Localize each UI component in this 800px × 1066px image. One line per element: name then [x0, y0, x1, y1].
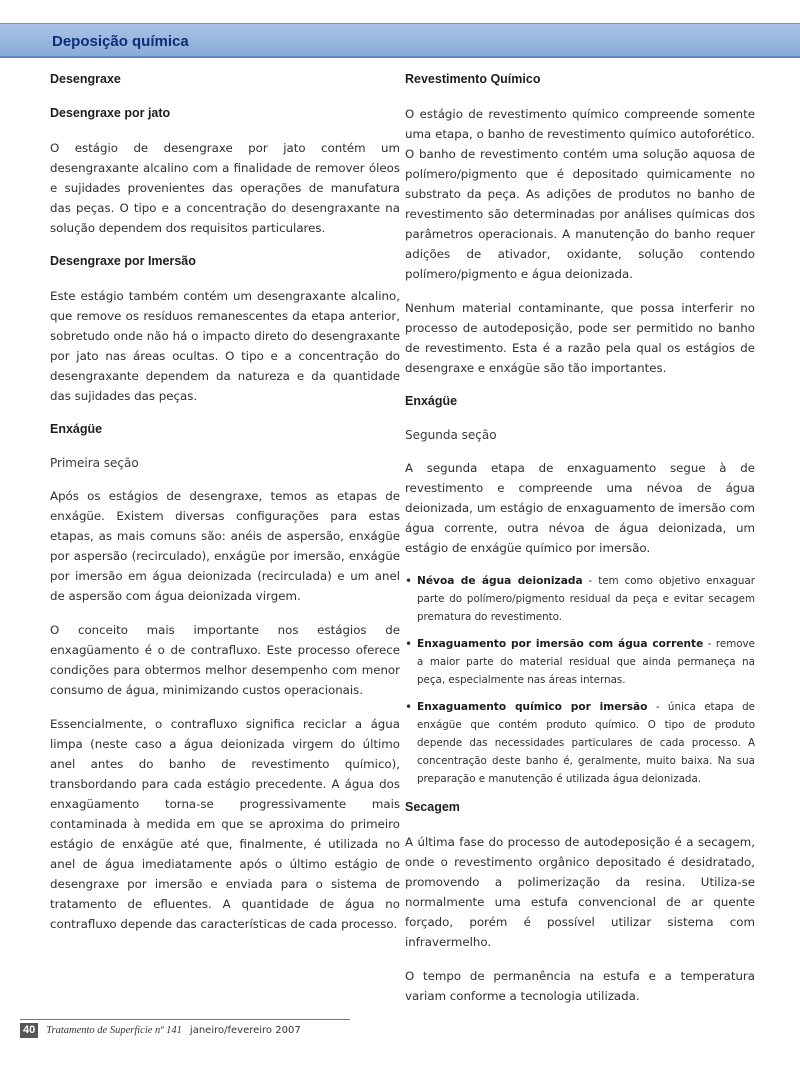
section-title: Deposição química [52, 33, 189, 50]
bullet-list [405, 572, 755, 788]
left-column [50, 70, 400, 948]
page-footer [20, 1022, 301, 1038]
bullet-title: Enxaguamento químico por imersão [417, 701, 648, 713]
paragraph-desengraxe-imersao: Este estágio também contém um desengraxante alcalino, que remove os resíduos remanescentes da etapa anterior, sobretudo onde não há o impacto direto do desengraxante por jato nas áreas ocultas. O tipo e a concentração do desengraxante dependem da natureza e da quantidade das sujidades das peças. [50, 289, 400, 403]
paragraph-revestimento-quimico: O estágio de revestimento químico compreende somente uma etapa, o banho de revestimento químico autoforético. O banho de revestimento contém uma solução aquosa de polímero/pigmento que é depositado quimicamente no substrato da peça. As adições de produtos no banho de revestimento são determinadas por análises químicas dos parâmetros operacionais. A manutenção do banho requer adições de ativador, oxidante, solução contendo polímero/pigmento e água deionizada. [405, 107, 755, 281]
heading-revestimento-quimico: Revestimento Químico [405, 72, 541, 86]
list-item [405, 698, 755, 788]
paragraph-contrafluxo-conceito: O conceito mais importante nos estágios de enxagüamento é o de contrafluxo. Este processo oferece condições para obtermos melhor desempenho com menor consumo de água, minimizando custos operacionais. [50, 623, 400, 697]
publication-name: Tratamento de Superfície nº 141 [46, 1024, 182, 1036]
page-number: 40 [20, 1023, 38, 1038]
bullet-text: - tem como objetivo enxaguar parte do polímero/pigmento residual da peça e evitar secagem prematura do revestimento. [417, 575, 755, 623]
heading-enxague-2: Enxágüe [405, 394, 458, 408]
paragraph-contaminantes: Nenhum material contaminante, que possa interferir no processo de autodeposição, pode ser permitido no banho de revestimento. Esta é a razão pela qual os estágios de desengraxe e enxágüe são tão importantes. [405, 301, 755, 375]
heading-enxague-1: Enxágüe [50, 422, 103, 436]
paragraph-desengraxe-jato: O estágio de desengraxe por jato contém um desengraxante alcalino com a finalidade de remover óleos e sujidades provenientes das operações de manufatura das peças. O tipo e a concentração do desengraxante na solução dependem dos requisitos particulares. [50, 141, 400, 235]
paragraph-segunda-etapa: A segunda etapa de enxaguamento segue à de revestimento e compreende uma névoa de água deionizada, um estágio de enxaguamento de imersão com água corrente, outra névoa de água deionizada, um estágio de enxágüe químico por imersão. [405, 461, 755, 555]
paragraph-etapas-enxague: Após os estágios de desengraxe, temos as etapas de enxágüe. Existem diversas configurações para estas etapas, as mais comuns são: anéis de aspersão, enxágüe por aspersão (recirculado), enxágüe por imersão, enxágüe por imersão em água deionizada (recirculada) e um anel de aspersão com água deionizada virgem. [50, 489, 400, 603]
bullet-icon: • [405, 574, 413, 588]
bullet-title: Enxaguamento por imersão com água corrente [417, 638, 704, 650]
paragraph-secagem: A última fase do processo de autodeposição é a secagem, onde o revestimento orgânico depositado é desidratado, promovendo a polimerização da resina. Utiliza-se normalmente uma estufa convencional de ar quente forçado, porém é possível utilizar sistema com infravermelho. [405, 835, 755, 949]
subheading-primeira-secao: Primeira seção [50, 456, 139, 470]
bullet-title: Névoa de água deionizada [417, 575, 583, 587]
footer-divider [20, 1019, 350, 1020]
paragraph-contrafluxo-detalhe: Essencialmente, o contrafluxo significa reciclar a água limpa (neste caso a água deionizada virgem do último anel antes do banho de revestimento químico), transbordando para cada estágio precedente. A água dos enxagüamento torna-se progressivamente mais contaminada à medida em que se aproxima do primeiro estágio de enxágüe até que, finalmente, é utilizada no anel de água imediatamente após o último estágio de desengraxe por imersão e enviada para o sistema de tratamento de efluentes. A quantidade de água no contrafluxo depende das características de cada processo. [50, 717, 400, 931]
heading-desengraxe: Desengraxe [50, 72, 121, 86]
heading-desengraxe-imersao: Desengraxe por Imersão [50, 254, 196, 268]
subheading-segunda-secao: Segunda seção [405, 428, 497, 442]
bullet-text: - única etapa de enxágüe que contém produto químico. O tipo de produto depende das necessidades particulares de cada processo. A concentração deste banho é, geralmente, muito baixa. Na sua preparação e manutenção é utilizada água deionizada. [417, 701, 755, 785]
publication-date: janeiro/fevereiro 2007 [189, 1024, 301, 1036]
bullet-icon: • [405, 700, 413, 714]
list-item [405, 572, 755, 626]
heading-secagem: Secagem [405, 800, 460, 814]
bullet-icon: • [405, 637, 413, 651]
list-item [405, 635, 755, 689]
heading-desengraxe-jato: Desengraxe por jato [50, 106, 171, 120]
bullet-text: - remove a maior parte do material residual que ainda permaneça na peça, especialmente nas áreas internas. [417, 638, 755, 686]
right-column [405, 70, 755, 1020]
paragraph-tempo-permanencia: O tempo de permanência na estufa e a temperatura variam conforme a tecnologia utilizada. [405, 969, 755, 1003]
